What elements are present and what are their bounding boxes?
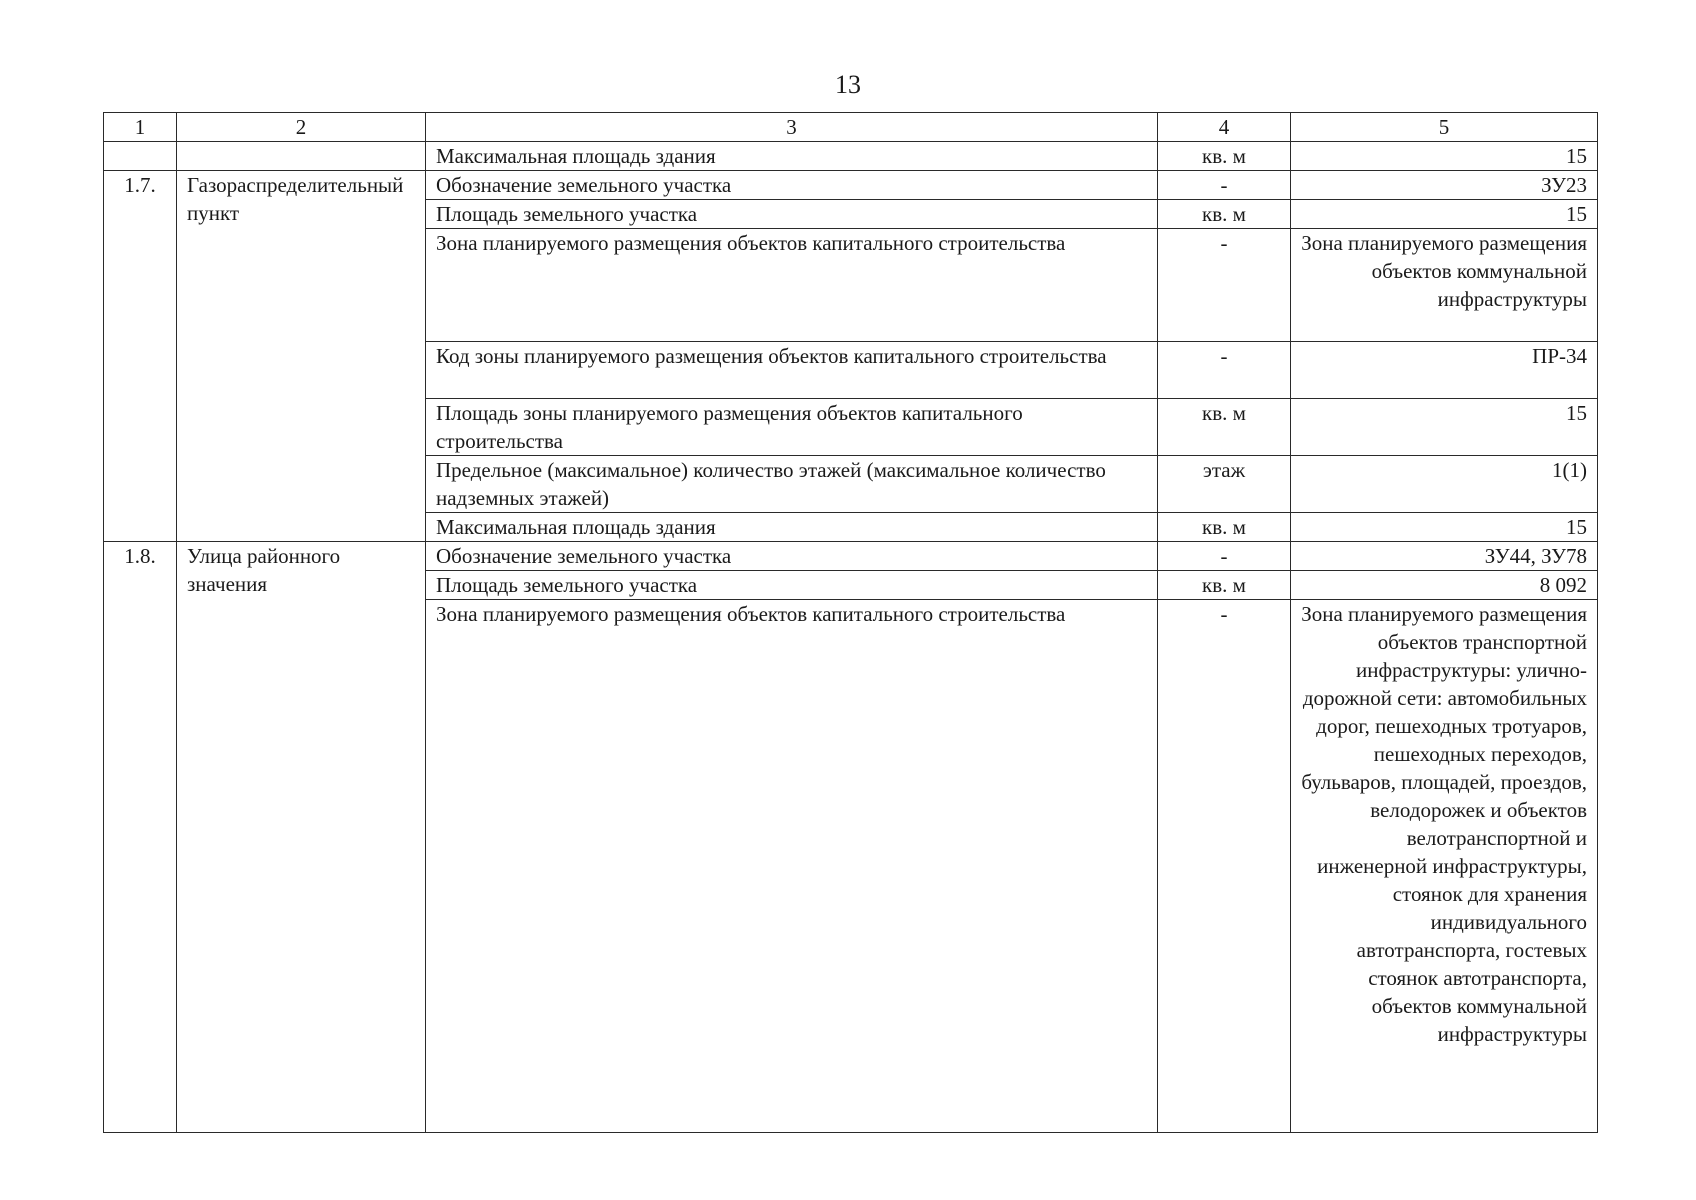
parameter-cell: Обозначение земельного участка xyxy=(426,542,1158,571)
table-header-row xyxy=(104,113,1598,142)
unit-cell: - xyxy=(1158,229,1291,342)
table-row xyxy=(104,171,1598,200)
value-cell: 15 xyxy=(1291,399,1598,456)
unit-cell: кв. м xyxy=(1158,142,1291,171)
column-header-2: 2 xyxy=(177,113,426,142)
parameter-cell: Площадь зоны планируемого размещения объектов капитального строительства xyxy=(426,399,1158,456)
unit-cell: - xyxy=(1158,542,1291,571)
row-number-cell: 1.8. xyxy=(104,542,177,1133)
parameter-cell: Максимальная площадь здания xyxy=(426,513,1158,542)
table-row xyxy=(104,142,1598,171)
unit-cell: кв. м xyxy=(1158,399,1291,456)
value-cell: ЗУ23 xyxy=(1291,171,1598,200)
object-name-cell: Газораспределительный пункт xyxy=(177,171,426,542)
value-cell: Зона планируемого размещения объектов транспортной инфраструктуры: улично-дорожной сети: автомобильных дорог, пешеходных тротуаров, пешеходных переходов, бульваров, площадей, проездов, велодорожек и объектов велотранспортной и инженерной инфраструктуры, стоянок для хранения индивидуального автотранспорта, гостевых стоянок автотранспорта, объектов коммунальной инфраструктуры xyxy=(1291,600,1598,1133)
parameters-table xyxy=(103,112,1598,1133)
page-number: 13 xyxy=(835,70,861,99)
parameter-cell: Предельное (максимальное) количество этажей (максимальное количество надземных этажей) xyxy=(426,456,1158,513)
column-header-4: 4 xyxy=(1158,113,1291,142)
parameter-cell: Зона планируемого размещения объектов капитального строительства xyxy=(426,600,1158,1133)
value-cell: 15 xyxy=(1291,513,1598,542)
parameter-cell: Площадь земельного участка xyxy=(426,571,1158,600)
value-cell: Зона планируемого размещения объектов коммунальной инфраструктуры xyxy=(1291,229,1598,342)
object-name-cell: Улица районного значения xyxy=(177,542,426,1133)
value-cell: 15 xyxy=(1291,142,1598,171)
value-cell: 1(1) xyxy=(1291,456,1598,513)
unit-cell: кв. м xyxy=(1158,513,1291,542)
parameter-cell: Код зоны планируемого размещения объектов капитального строительства xyxy=(426,342,1158,399)
row-number-cell: 1.7. xyxy=(104,171,177,542)
parameter-cell: Максимальная площадь здания xyxy=(426,142,1158,171)
value-cell: 15 xyxy=(1291,200,1598,229)
parameter-cell: Обозначение земельного участка xyxy=(426,171,1158,200)
unit-cell: этаж xyxy=(1158,456,1291,513)
unit-cell: - xyxy=(1158,171,1291,200)
unit-cell: кв. м xyxy=(1158,200,1291,229)
value-cell: 8 092 xyxy=(1291,571,1598,600)
table-row xyxy=(104,542,1598,571)
object-name-cell xyxy=(177,142,426,171)
row-number-cell xyxy=(104,142,177,171)
unit-cell: - xyxy=(1158,342,1291,399)
value-cell: ЗУ44, ЗУ78 xyxy=(1291,542,1598,571)
parameter-cell: Площадь земельного участка xyxy=(426,200,1158,229)
unit-cell: кв. м xyxy=(1158,571,1291,600)
parameter-cell: Зона планируемого размещения объектов капитального строительства xyxy=(426,229,1158,342)
column-header-1: 1 xyxy=(104,113,177,142)
column-header-3: 3 xyxy=(426,113,1158,142)
value-cell: ПР-34 xyxy=(1291,342,1598,399)
unit-cell: - xyxy=(1158,600,1291,1133)
column-header-5: 5 xyxy=(1291,113,1598,142)
